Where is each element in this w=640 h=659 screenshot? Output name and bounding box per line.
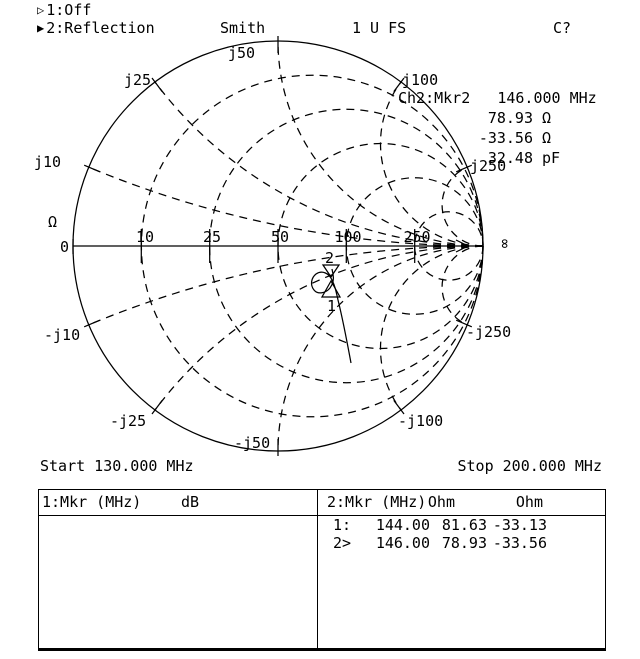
sweep-start-label: Start 130.000 MHz [40, 457, 194, 475]
ch2-label: 2:Reflection [46, 19, 155, 37]
ch2-indicator-icon: ▶ [37, 21, 45, 35]
ch1-indicator-icon: ▷ [37, 3, 45, 17]
axis-label-0: 0 [59, 238, 69, 256]
row-imag-ohms: -33.13 [492, 516, 547, 534]
marker-table-divider [317, 490, 318, 648]
row-marker-id: 2> [333, 534, 352, 552]
reactance-label-j250: j250 [470, 157, 507, 175]
marker-readout-capacitance: 32.48 [487, 149, 533, 167]
marker-1-number: 1 [327, 297, 337, 315]
reactance-label--j25: -j25 [110, 412, 147, 430]
axis-ohm-unit-label: Ω [48, 213, 58, 231]
sweep-stop-label: Stop 200.000 MHz [457, 457, 602, 475]
reactance-label-j50: j50 [228, 44, 256, 62]
cal-status-label: C? [553, 19, 572, 37]
reactance-label--j50: -j50 [234, 434, 271, 452]
marker-readout-title: Ch2:Mkr2 146.000 MHz [398, 89, 597, 107]
format-label: Smith [220, 19, 266, 37]
reactance-label-j10: j10 [34, 153, 62, 171]
reactance-label--j250: -j250 [466, 323, 512, 341]
axis-infinity-label: ∞ [496, 239, 514, 249]
reactance-tick-+10 [84, 165, 100, 172]
marker-2-number: 2 [325, 249, 335, 267]
marker-readout-imag: -33.56 [478, 129, 533, 147]
reflection-trace [312, 269, 351, 363]
reactance-label--j100: -j100 [398, 412, 444, 430]
marker-readout-real-unit: Ω [542, 109, 552, 127]
reactance-tick--10 [84, 320, 100, 327]
row-frequency: 144.00 [375, 516, 430, 534]
reactance-label-j100: j100 [402, 71, 439, 89]
ch2-table-header: 2:Mkr (MHz) [327, 493, 427, 511]
marker-readout-capacitance-unit: pF [542, 149, 561, 167]
scale-label: 1 U FS [352, 19, 407, 37]
ch2-table-unit-real: Ohm [427, 493, 455, 511]
row-marker-id: 1: [333, 516, 352, 534]
row-real-ohms: 81.63 [441, 516, 487, 534]
row-frequency: 146.00 [375, 534, 430, 552]
ch1-table-unit: dB [181, 493, 200, 511]
marker-table [38, 489, 606, 651]
axis-label-10: 10 [135, 228, 155, 246]
row-imag-ohms: -33.56 [492, 534, 547, 552]
reactance-label-j25: j25 [124, 71, 152, 89]
reactance-label--j10: -j10 [44, 326, 81, 344]
axis-label-100: 100 [334, 228, 362, 246]
axis-label-250: 250 [403, 228, 431, 246]
axis-label-25: 25 [202, 228, 222, 246]
axis-label-50: 50 [270, 228, 290, 246]
marker-readout-real: 78.93 [487, 109, 533, 127]
ch2-table-unit-imag: Ohm [515, 493, 543, 511]
row-real-ohms: 78.93 [441, 534, 487, 552]
marker-readout-imag-unit: Ω [542, 129, 552, 147]
ch1-label: 1:Off [46, 1, 92, 19]
reactance-arc--250 [442, 246, 483, 325]
ch1-table-header: 1:Mkr (MHz) [42, 493, 142, 511]
